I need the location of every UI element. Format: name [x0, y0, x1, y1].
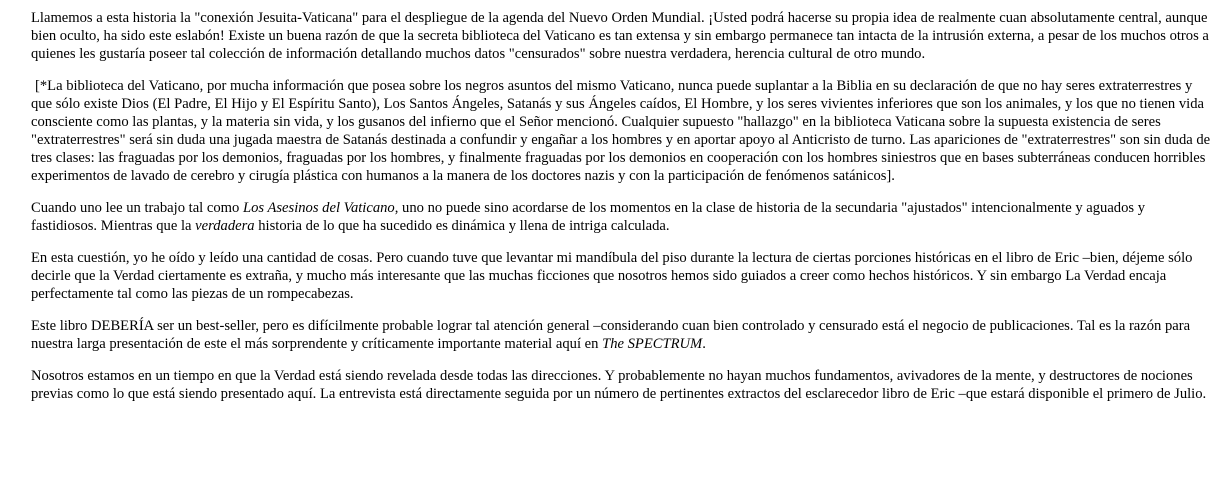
publication-name-italic: The SPECTRUM — [602, 336, 703, 352]
paragraph-truth-revealed: Nosotros estamos en un tiempo en que la Verdad está siendo revelada desde todas las direcciones. Y probablemente no hayan muchos fundamentos, avivadores de la mente, y destructores de nociones previas como lo que está siendo presentado aquí. La entrevista está directamente seguida por un número de pertinentes extractos del esclarecedor libro de Eric –que estará disponible el primero de Julio. — [31, 368, 1207, 402]
emphasis-italic: verdadera — [195, 218, 255, 234]
paragraph-intro: Llamemos a esta historia la "conexión Jesuita-Vaticana" para el despliegue de la agenda del Nuevo Orden Mundial. ¡Usted podrá hacerse su propia idea de realmente cuan absolutamente central, aunque bien oculto, ha sido este eslabón! Existe un buena razón de que la secreta biblioteca del Vaticano es tan extensa y sin embargo permanece tan intacta de la intrusión externa, a pesar de los muchos otros a quienes les gustaría poseer tal colección de información detallando muchos datos "censurados" sobre nuestra verdadera, herencia cultural de otro mundo. — [31, 10, 1209, 62]
text-run: . — [702, 336, 706, 352]
paragraph-best-seller — [31, 317, 1214, 353]
text-run: Cuando uno lee un trabajo tal como — [31, 200, 243, 216]
paragraph-history-class — [31, 199, 1214, 235]
text-run: Este libro DEBERÍA ser un best-seller, pero es difícilmente probable lograr tal atención general –considerando cuan bien controlado y censurado está el negocio de publicaciones. Tal es la razón para nuestra larga presentación de este el más sorprendente y críticamente importante material aquí en — [31, 318, 1191, 352]
paragraph-editor-note: [*La biblioteca del Vaticano, por mucha información que posea sobre los negros asuntos del mismo Vaticano, nunca puede suplantar a la Biblia en su declaración de que no hay seres extraterrestres y que sólo existe Dios (El Padre, El Hijo y El Espíritu Santo), Los Santos Ángeles, Satanás y sus Ángeles caídos, El Hombre, y los seres vivientes inferiores que son los animales, y los que no tienen vida consciente como las plantas, y la materia sin vida, y los gusanos del infierno que el Señor mencionó. Cualquier supuesto "hallazgo" en la biblioteca Vaticana sobre la supuesta existencia de seres "extraterrestres" será sin duda una jugada maestra de Satanás destinada a confundir y engañar a los hombres y en aportar apoyo al Anticristo de turno. Las apariciones de "extraterrestres" son sin duda de tres clases: las fraguadas por los demonios, fraguadas por los hombres, y finalmente fraguadas por los demonios en cooperación con los hombres siniestros que en bases subterráneas conducen horribles experimentos de lavado de cerebro y cirugía plástica con humanos a la manera de los doctores nazis y con la participación de fenómenos satánicos]. — [31, 78, 1211, 184]
text-run: , uno no puede sino acordarse de los momentos en la clase de historia de la secundaria "ajustados" intencionalmente y aguados y fastidiosos. Mientras que la — [31, 200, 1146, 234]
paragraph-eric-book: En esta cuestión, yo he oído y leído una cantidad de cosas. Pero cuando tuve que levantar mi mandíbula del piso durante la lectura de ciertas porciones históricas en el libro de Eric –bien, déjeme sólo decirle que la Verdad ciertamente es extraña, y mucho más interesante que las muchas ficciones que nosotros hemos sido guiados a creer como hechos históricos. Y sin embargo La Verdad encaja perfectamente tal como las piezas de un rompecabezas. — [31, 250, 1193, 302]
text-run: historia de lo que ha sucedido es dinámica y llena de intriga calculada. — [254, 218, 670, 234]
book-title-italic: Los Asesinos del Vaticano — [242, 200, 395, 216]
